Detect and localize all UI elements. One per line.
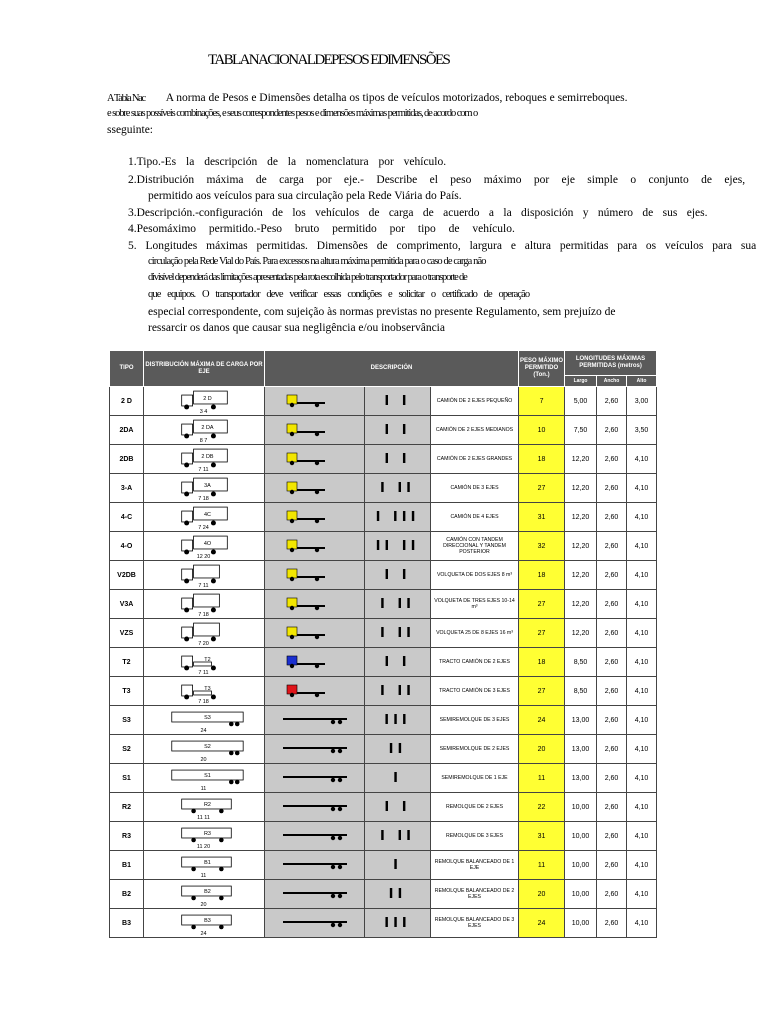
largo-cell: 8,50	[565, 677, 597, 706]
trailer-icon	[265, 793, 365, 819]
axle-config-cell: I	[365, 851, 431, 880]
item-5d: que equipos. O transportador deve verificar essas condições e solicitar o certificado de operação	[148, 289, 530, 300]
axle-config-cell: II	[365, 880, 431, 909]
table-row	[110, 445, 657, 474]
table-row	[110, 677, 657, 706]
distribution-cell	[144, 793, 265, 822]
vehicle-label: 2 DB	[201, 454, 214, 461]
axle-config-cell: II II	[365, 532, 431, 561]
alto-cell: 4,10	[627, 793, 657, 822]
ancho-cell: 2,60	[597, 822, 627, 851]
intro-line-2: e sobre suas possíveis combinações, e seus correspondentes pesos e dimensões máximas permitidas, de acordo com o	[107, 108, 478, 119]
description-cell: VOLQUETA 25 DE 8 EJES 16 m³	[431, 619, 519, 648]
distribution-diagram	[144, 417, 264, 443]
distribution-cell	[144, 880, 265, 909]
table-row	[110, 706, 657, 735]
alto-cell: 4,10	[627, 677, 657, 706]
largo-cell: 12,20	[565, 561, 597, 590]
axle-config-cell: I II	[365, 677, 431, 706]
vehicle-icon-cell	[265, 677, 365, 706]
vehicle-icon-cell	[265, 706, 365, 735]
distribution-diagram	[144, 678, 264, 704]
ancho-cell: 2,60	[597, 387, 627, 416]
axle-config-cell: I I	[365, 416, 431, 445]
peso-cell: 27	[519, 677, 565, 706]
truck-icon	[265, 532, 365, 558]
table-row	[110, 590, 657, 619]
description-cell: TRACTO CAMIÓN DE 3 EJES	[431, 677, 519, 706]
tipo-cell: S2	[110, 735, 144, 764]
distribution-diagram	[144, 446, 264, 472]
vehicle-icon-cell	[265, 909, 365, 938]
tipo-cell: V2DB	[110, 561, 144, 590]
distribution-diagram	[144, 620, 264, 646]
vehicle-icon-cell	[265, 735, 365, 764]
ancho-cell: 2,60	[597, 764, 627, 793]
distribution-cell	[144, 445, 265, 474]
header-peso: PESO MÁXIMO PERMITIDO (Ton.)	[519, 351, 565, 387]
axle-loads: 11	[200, 785, 207, 791]
alto-cell: 4,10	[627, 735, 657, 764]
distribution-cell	[144, 590, 265, 619]
tipo-cell: 4-O	[110, 532, 144, 561]
distribution-cell	[144, 735, 265, 764]
axle-loads: 8 7	[199, 437, 208, 443]
table-row	[110, 793, 657, 822]
truck-icon	[265, 561, 365, 587]
ancho-cell: 2,60	[597, 735, 627, 764]
peso-cell: 27	[519, 590, 565, 619]
header-largo: Largo	[565, 376, 597, 387]
largo-cell: 8,50	[565, 648, 597, 677]
description-cell: SEMIREMOLQUE DE 2 EJES	[431, 735, 519, 764]
axle-config-cell: III	[365, 706, 431, 735]
item-5b: circulação pela Rede Vial do País. Para excessos na altura máxima permitida para o caso de carga não	[148, 256, 486, 267]
truck-icon	[265, 387, 365, 413]
largo-cell: 10,00	[565, 880, 597, 909]
tipo-cell: R2	[110, 793, 144, 822]
description-cell: SEMIREMOLQUE DE 1 EJE	[431, 764, 519, 793]
description-cell: VOLQUETA DE DOS EJES 8 m³	[431, 561, 519, 590]
description-cell: REMOLQUE DE 3 EJES	[431, 822, 519, 851]
distribution-cell	[144, 909, 265, 938]
vehicle-label: S1	[204, 773, 211, 780]
alto-cell: 4,10	[627, 851, 657, 880]
header-distribution: DISTRIBUCIÓN MÁXIMA DE CARGA POR EJE	[144, 351, 265, 387]
ancho-cell: 2,60	[597, 677, 627, 706]
trailer-icon	[265, 822, 365, 848]
ancho-cell: 2,60	[597, 648, 627, 677]
vehicle-label: R2	[203, 802, 211, 809]
item-5c: divisível dependerá das limitações apresentadas pela rota escolhida pelo transportador para o transporte de	[148, 272, 467, 283]
distribution-diagram	[144, 765, 264, 791]
distribution-cell	[144, 648, 265, 677]
alto-cell: 4,10	[627, 561, 657, 590]
distribution-diagram	[144, 591, 264, 617]
vehicle-label: B3	[204, 918, 211, 925]
axle-config-cell: I I	[365, 387, 431, 416]
largo-cell: 7,50	[565, 416, 597, 445]
vehicle-label: 2 DA	[201, 425, 214, 432]
largo-cell: 5,00	[565, 387, 597, 416]
axle-loads: 7 24	[198, 524, 209, 530]
alto-cell: 4,10	[627, 822, 657, 851]
ancho-cell: 2,60	[597, 503, 627, 532]
vehicle-icon-cell	[265, 851, 365, 880]
distribution-diagram	[144, 707, 264, 733]
vehicle-icon-cell	[265, 474, 365, 503]
tipo-cell: 2DA	[110, 416, 144, 445]
axle-loads: 24	[200, 727, 207, 733]
distribution-diagram	[144, 881, 264, 907]
peso-cell: 20	[519, 735, 565, 764]
peso-cell: 27	[519, 474, 565, 503]
description-cell: REMOLQUE BALANCEADO DE 1 EJE	[431, 851, 519, 880]
peso-cell: 24	[519, 706, 565, 735]
alto-cell: 4,10	[627, 445, 657, 474]
ancho-cell: 2,60	[597, 880, 627, 909]
trailer-icon	[265, 851, 365, 877]
intro-label: A Tabla Nac	[107, 93, 145, 104]
tipo-cell: R3	[110, 822, 144, 851]
axle-config-cell: I I	[365, 648, 431, 677]
tipo-cell: B2	[110, 880, 144, 909]
description-cell: REMOLQUE DE 2 EJES	[431, 793, 519, 822]
axle-config-cell: I I	[365, 793, 431, 822]
largo-cell: 12,20	[565, 619, 597, 648]
vehicle-label: 4C	[203, 512, 211, 519]
alto-cell: 4,10	[627, 619, 657, 648]
item-5a: 5. Longitudes máximas permitidas. Dimensões de comprimento, largura e altura permitidas para os veículos para sua	[128, 240, 757, 252]
alto-cell: 4,10	[627, 474, 657, 503]
header-tipo: TIPO	[110, 351, 144, 387]
header-longitudes: LONGITUDES MÁXIMAS PERMITIDAS (metros)	[565, 351, 657, 376]
description-cell: VOLQUETA DE TRES EJES 10-14 m³	[431, 590, 519, 619]
distribution-cell	[144, 416, 265, 445]
table-row	[110, 532, 657, 561]
peso-cell: 24	[519, 909, 565, 938]
distribution-cell	[144, 474, 265, 503]
description-cell: CAMIÓN DE 2 EJES MEDIANOS	[431, 416, 519, 445]
description-cell: CAMIÓN DE 3 EJES	[431, 474, 519, 503]
tipo-cell: 2DB	[110, 445, 144, 474]
vehicle-label: 2 D	[203, 396, 212, 403]
description-cell: TRACTO CAMIÓN DE 2 EJES	[431, 648, 519, 677]
distribution-diagram	[144, 649, 264, 675]
largo-cell: 12,20	[565, 445, 597, 474]
distribution-cell	[144, 532, 265, 561]
vehicle-label: 3A	[204, 483, 211, 490]
ancho-cell: 2,60	[597, 619, 627, 648]
distribution-cell	[144, 503, 265, 532]
distribution-diagram	[144, 388, 264, 414]
distribution-cell	[144, 619, 265, 648]
alto-cell: 4,10	[627, 532, 657, 561]
truck-icon	[265, 677, 365, 703]
largo-cell: 10,00	[565, 909, 597, 938]
axle-config-cell: I II	[365, 822, 431, 851]
vehicle-icon-cell	[265, 793, 365, 822]
table-row	[110, 561, 657, 590]
item-3: 3.Descripción.-configuración de los vehículos de carga de acuerdo a la disposición y número de sus ejes.	[128, 207, 708, 219]
table-row	[110, 503, 657, 532]
tipo-cell: VZS	[110, 619, 144, 648]
axle-loads: 12 20	[196, 553, 211, 559]
table-row	[110, 880, 657, 909]
ancho-cell: 2,60	[597, 590, 627, 619]
truck-icon	[265, 503, 365, 529]
tipo-cell: 3-A	[110, 474, 144, 503]
axle-loads: 7 11	[198, 466, 209, 472]
axle-config-cell: II	[365, 735, 431, 764]
vehicle-label: S2	[204, 744, 211, 751]
vehicle-icon-cell	[265, 590, 365, 619]
distribution-diagram	[144, 852, 264, 878]
table-row	[110, 474, 657, 503]
largo-cell: 12,20	[565, 590, 597, 619]
trailer-icon	[265, 706, 365, 732]
alto-cell: 4,10	[627, 880, 657, 909]
trailer-icon	[265, 909, 365, 935]
alto-cell: 4,10	[627, 706, 657, 735]
tipo-cell: S3	[110, 706, 144, 735]
truck-icon	[265, 648, 365, 674]
vehicle-icon-cell	[265, 445, 365, 474]
distribution-diagram	[144, 504, 264, 530]
largo-cell: 12,20	[565, 532, 597, 561]
alto-cell: 4,10	[627, 648, 657, 677]
largo-cell: 12,20	[565, 474, 597, 503]
vehicle-icon-cell	[265, 822, 365, 851]
distribution-cell	[144, 822, 265, 851]
description-cell: REMOLQUE BALANCEADO DE 3 EJES	[431, 909, 519, 938]
distribution-diagram	[144, 794, 264, 820]
table-row	[110, 851, 657, 880]
distribution-diagram	[144, 910, 264, 936]
intro-line-1	[107, 92, 628, 104]
vehicle-icon-cell	[265, 387, 365, 416]
item-5f: ressarcir os danos que causar sua negligência e/ou inobservância	[148, 322, 445, 334]
vehicle-label: T3	[204, 686, 211, 693]
table-row	[110, 619, 657, 648]
table-row	[110, 416, 657, 445]
ancho-cell: 2,60	[597, 445, 627, 474]
vehicle-icon-cell	[265, 532, 365, 561]
axle-config-cell: I	[365, 764, 431, 793]
truck-icon	[265, 445, 365, 471]
peso-cell: 27	[519, 619, 565, 648]
item-1: 1.Tipo.-Es la descripción de la nomenclatura por vehículo.	[128, 156, 447, 168]
axle-loads: 7 18	[198, 611, 209, 617]
description-cell: CAMIÓN DE 4 EJES	[431, 503, 519, 532]
largo-cell: 10,00	[565, 822, 597, 851]
peso-cell: 20	[519, 880, 565, 909]
distribution-cell	[144, 561, 265, 590]
ancho-cell: 2,60	[597, 474, 627, 503]
largo-cell: 10,00	[565, 793, 597, 822]
trailer-icon	[265, 764, 365, 790]
ancho-cell: 2,60	[597, 851, 627, 880]
intro-text: A norma de Pesos e Dimensões detalha os tipos de veículos motorizados, reboques e semirreboques.	[165, 92, 628, 104]
axle-loads: 7 18	[198, 698, 209, 704]
ancho-cell: 2,60	[597, 793, 627, 822]
peso-cell: 18	[519, 648, 565, 677]
truck-icon	[265, 474, 365, 500]
vehicle-icon-cell	[265, 416, 365, 445]
alto-cell: 4,10	[627, 503, 657, 532]
item-2a: 2.Distribución máxima de carga por eje.- Describe el peso máximo por eje simple o conjunto de ejes,	[128, 174, 746, 186]
header-ancho: Ancho	[597, 376, 627, 387]
distribution-diagram	[144, 562, 264, 588]
axle-loads: 20	[200, 901, 207, 907]
vehicle-label: 4O	[203, 541, 212, 548]
distribution-diagram	[144, 736, 264, 762]
peso-cell: 18	[519, 561, 565, 590]
ancho-cell: 2,60	[597, 561, 627, 590]
axle-config-cell: I II	[365, 619, 431, 648]
distribution-cell	[144, 706, 265, 735]
description-cell: CAMIÓN DE 2 EJES PEQUEÑO	[431, 387, 519, 416]
table-row	[110, 387, 657, 416]
axle-loads: 11 20	[196, 843, 211, 849]
table-body	[110, 387, 657, 938]
distribution-cell	[144, 851, 265, 880]
vehicle-icon-cell	[265, 503, 365, 532]
axle-config-cell: I I	[365, 561, 431, 590]
tipo-cell: 4-C	[110, 503, 144, 532]
axle-config-cell: III	[365, 909, 431, 938]
item-5e: especial correspondente, com sujeição às normas previstas no presente Regulamento, sem prejuízo de	[148, 306, 616, 318]
truck-icon	[265, 590, 365, 616]
peso-cell: 11	[519, 851, 565, 880]
axle-loads: 3 4	[199, 408, 208, 414]
table-row	[110, 822, 657, 851]
largo-cell: 13,00	[565, 706, 597, 735]
description-cell: SEMIREMOLQUE DE 3 EJES	[431, 706, 519, 735]
axle-loads: 7 20	[198, 640, 209, 646]
tipo-cell: B3	[110, 909, 144, 938]
vehicle-label: B2	[204, 889, 211, 896]
tipo-cell: B1	[110, 851, 144, 880]
peso-cell: 11	[519, 764, 565, 793]
distribution-diagram	[144, 475, 264, 501]
axle-loads: 7 11	[198, 669, 209, 675]
vehicle-icon-cell	[265, 880, 365, 909]
axle-config-cell: I III	[365, 503, 431, 532]
peso-cell: 22	[519, 793, 565, 822]
axle-loads: 7 18	[198, 495, 209, 501]
distribution-cell	[144, 677, 265, 706]
axle-config-cell: I II	[365, 474, 431, 503]
peso-cell: 18	[519, 445, 565, 474]
vehicle-label: R3	[203, 831, 211, 838]
largo-cell: 12,20	[565, 503, 597, 532]
weights-table	[109, 350, 656, 936]
vehicle-icon-cell	[265, 648, 365, 677]
axle-config-cell: I I	[365, 445, 431, 474]
vehicle-icon-cell	[265, 764, 365, 793]
largo-cell: 10,00	[565, 851, 597, 880]
item-2b: permitido aos veículos para sua circulação pela Rede Viária do País.	[148, 190, 462, 202]
trailer-icon	[265, 880, 365, 906]
alto-cell: 4,10	[627, 909, 657, 938]
distribution-diagram	[144, 823, 264, 849]
peso-cell: 32	[519, 532, 565, 561]
alto-cell: 4,10	[627, 590, 657, 619]
axle-config-cell: I II	[365, 590, 431, 619]
vehicle-label: S3	[204, 715, 211, 722]
vehicle-icon-cell	[265, 619, 365, 648]
axle-loads: 20	[200, 756, 207, 762]
ancho-cell: 2,60	[597, 909, 627, 938]
page-title: TABLANACIONALDEPESOS EDIMENSÕES	[208, 52, 450, 68]
vehicle-label: B1	[204, 860, 211, 867]
peso-cell: 31	[519, 822, 565, 851]
axle-loads: 7 11	[198, 582, 209, 588]
description-cell: CAMIÓN DE 2 EJES GRANDES	[431, 445, 519, 474]
table-row	[110, 735, 657, 764]
peso-cell: 10	[519, 416, 565, 445]
tipo-cell: 2 D	[110, 387, 144, 416]
alto-cell: 3,00	[627, 387, 657, 416]
truck-icon	[265, 619, 365, 645]
description-cell: CAMIÓN CON TANDEM DIRECCIONAL Y TANDEM POSTERIOR	[431, 532, 519, 561]
truck-icon	[265, 416, 365, 442]
ancho-cell: 2,60	[597, 532, 627, 561]
ancho-cell: 2,60	[597, 706, 627, 735]
peso-cell: 7	[519, 387, 565, 416]
peso-cell: 31	[519, 503, 565, 532]
distribution-cell	[144, 764, 265, 793]
axle-loads: 11	[200, 872, 207, 878]
tipo-cell: T3	[110, 677, 144, 706]
description-cell: REMOLQUE BALANCEADO DE 2 EJES	[431, 880, 519, 909]
item-4: 4.Pesomáximo permitido.-Peso bruto permitido por tipo de vehículo.	[128, 223, 515, 235]
alto-cell: 4,10	[627, 764, 657, 793]
ancho-cell: 2,60	[597, 416, 627, 445]
tipo-cell: V3A	[110, 590, 144, 619]
table-row	[110, 648, 657, 677]
alto-cell: 3,50	[627, 416, 657, 445]
largo-cell: 13,00	[565, 735, 597, 764]
trailer-icon	[265, 735, 365, 761]
distribution-diagram	[144, 533, 264, 559]
vehicle-label: T2	[204, 657, 211, 664]
tipo-cell: T2	[110, 648, 144, 677]
header-alto: Alto	[627, 376, 657, 387]
largo-cell: 13,00	[565, 764, 597, 793]
tipo-cell: S1	[110, 764, 144, 793]
axle-loads: 11 11	[197, 814, 210, 820]
table-row	[110, 909, 657, 938]
header-description: DESCRIPCIÓN	[265, 351, 519, 387]
distribution-cell	[144, 387, 265, 416]
table-row	[110, 764, 657, 793]
axle-loads: 24	[200, 930, 207, 936]
intro-line-3: sseguinte:	[107, 124, 153, 136]
vehicle-icon-cell	[265, 561, 365, 590]
